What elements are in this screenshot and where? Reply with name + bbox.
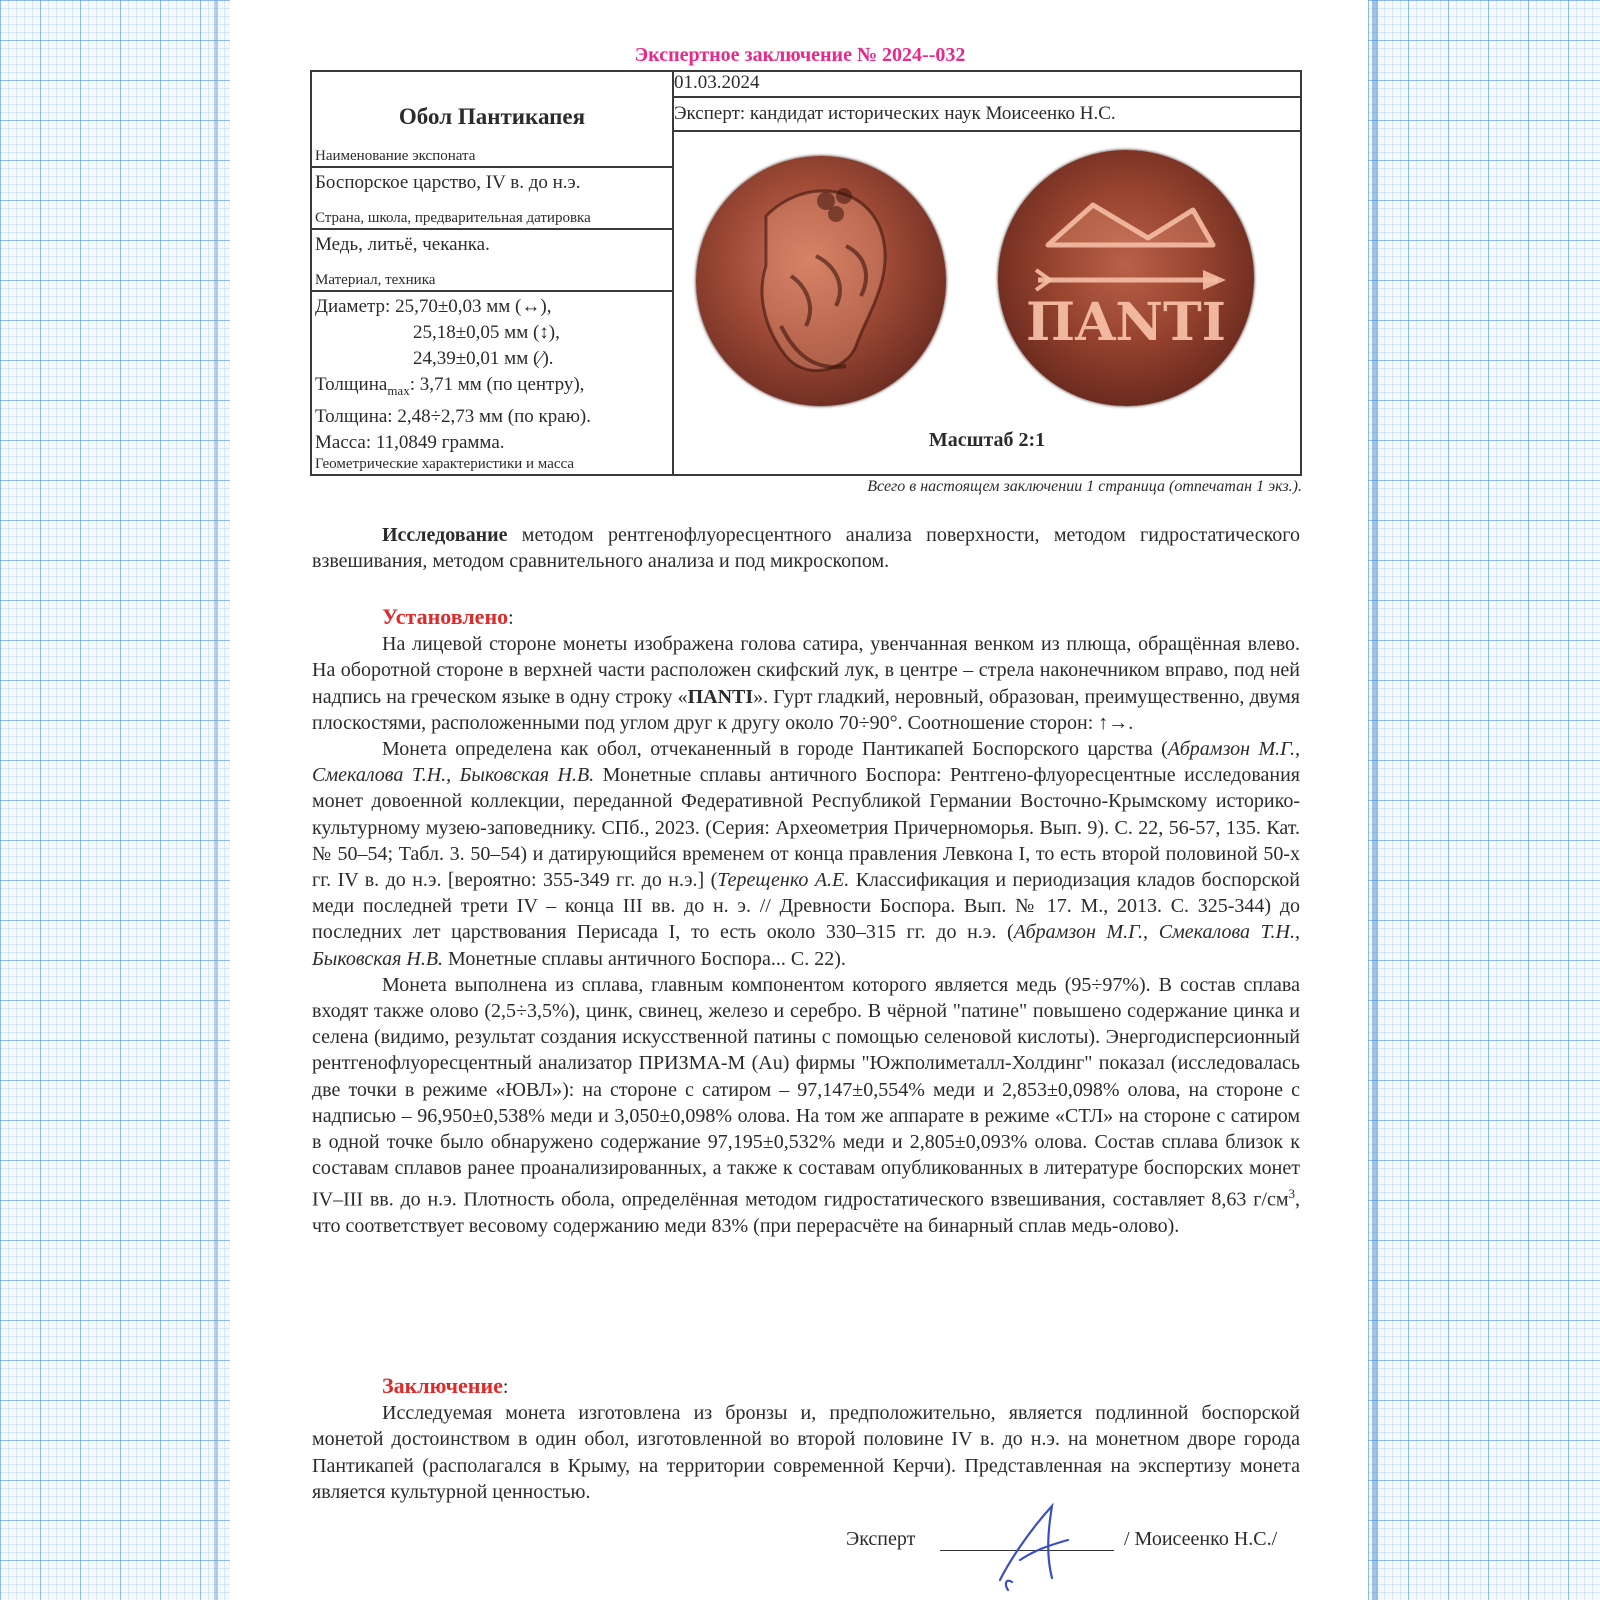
research-paragraph bbox=[312, 522, 1300, 574]
origin-caption: Страна, школа, предварительная датировка bbox=[315, 210, 591, 226]
geometry-caption: Геометрические характеристики и масса bbox=[315, 456, 575, 472]
document-date: 01.03.2024 bbox=[674, 72, 760, 93]
bow-arrow-icon bbox=[998, 150, 1254, 406]
sheet-edge-left bbox=[214, 0, 218, 1600]
research-lead: Исследование bbox=[382, 524, 508, 546]
conclusion-section bbox=[312, 1373, 1300, 1505]
expert-title: Эксперт: кандидат исторических наук Моисеенко Н.С. bbox=[674, 103, 1116, 124]
object-name-caption: Наименование экспоната bbox=[315, 148, 476, 164]
diameter-line-2: 25,18±0,05 мм (↕), bbox=[413, 322, 560, 343]
origin-cell bbox=[311, 167, 673, 229]
document-title: Экспертное заключение № 2024--032 bbox=[634, 44, 966, 66]
research-text: методом рентгенофлуоресцентного анализа поверхности, методом гидростатического взвешивания, методом сравнительного анализа и под микроскопом. bbox=[312, 524, 1300, 573]
geometry-cell bbox=[311, 291, 673, 475]
signature-name: / Моисеенко Н.С./ bbox=[1124, 1528, 1278, 1550]
established-p1: На лицевой стороне монеты изображена голова сатира, увенчанная венком из плюща, обращённая влево. На оборотной стороне в верхней части расположен скифский лук, в центре – стрела наконечником вправо, под ней надпись на греческом языке в одну строку «ΠΑΝΤΙ». Гурт гладкий, неровный, образован, преимущественно, двумя плоскостями, расположенными под углом друг к другу около 70÷90°. Соотношение сторон: ↑→. bbox=[312, 633, 1300, 734]
density-unit-sup: 3 bbox=[1288, 1186, 1295, 1202]
material-cell bbox=[311, 229, 673, 291]
handwritten-signature bbox=[990, 1500, 1080, 1596]
established-section bbox=[312, 604, 1300, 1240]
graph-paper-left bbox=[0, 0, 230, 1600]
coin-obverse-image bbox=[696, 156, 946, 406]
object-name: Обол Пантикапея bbox=[398, 104, 586, 129]
established-p2: Монета определена как обол, отчеканенный в городе Пантикапей Боспорского царства (Абрамзон М.Г., Смекалова Т.Н., Быковская Н.В. Монетные сплавы античного Боспора: Рентгено-флуоресцентные исследования монет довоенной коллекции, переданной Федеративной Республикой Германии Восточно-Крымскому историко-культурному музею-заповеднику. СПб., 2023. (Серия: Археометрия Причерноморья. Вып. 9). С. 22, 56-57, 135. Кат. № 50–54; Табл. 3. 50–54) и датирующийся временем от конца правления Левкона I, то есть второй половиной 50-х гг. IV в. до н.э. [вероятно: 355-349 гг. до н.э.] (Терещенко А.Е. Классификация и периодизация кладов боспорской меди последней трети IV – конца III вв. до н. э. // Древности Боспора. Вып. № 17. М., 2013. С. 325-344) до последних лет царствования Перисада I, то есть около 330–315 гг. до н.э. (Абрамзон М.Г., Смекалова Т.Н., Быковская Н.В. Монетные сплавы античного Боспора... С. 22). bbox=[312, 738, 1301, 970]
thickness-max-value: : 3,71 мм (по центру), bbox=[409, 374, 585, 395]
diameter-line-1: Диаметр: 25,70±0,03 мм (↔), bbox=[315, 296, 552, 317]
thickness-max-label: Толщина bbox=[315, 374, 388, 395]
sheet-edge-right bbox=[1372, 0, 1378, 1600]
conclusion-text: Исследуемая монета изготовлена из бронзы и, предположительно, является подлинной боспорской монетой достоинством в один обол, изготовленной во второй половине IV в. до н.э. на монетном дворе города Пантикапей (располагался в Крыму, на территории современной Керчи). Представленная на экспертизу монета является культурной ценностью. bbox=[312, 1402, 1300, 1503]
expert-cell bbox=[673, 97, 1301, 131]
thickness-max-sub: max bbox=[387, 382, 410, 398]
origin-value: Боспорское царство, IV в. до н.э. bbox=[315, 172, 581, 193]
scale-label: Масштаб 2:1 bbox=[928, 429, 1046, 451]
citation-authors-2: Терещенко А.Е. bbox=[717, 869, 850, 892]
established-colon: : bbox=[508, 607, 514, 629]
geometry-values bbox=[312, 292, 672, 458]
material-value: Медь, литьё, чеканка. bbox=[315, 234, 490, 255]
object-name-cell bbox=[311, 71, 673, 167]
satyr-head-icon bbox=[696, 156, 946, 406]
thickness-max-line bbox=[315, 372, 669, 404]
pages-note: Всего в настоящем заключении 1 страница (отпечатан 1 экз.). bbox=[867, 478, 1302, 495]
graph-paper-right bbox=[1368, 0, 1600, 1600]
conclusion-colon: : bbox=[502, 1376, 509, 1398]
photo-cell bbox=[673, 131, 1301, 475]
coin-reverse-image bbox=[998, 150, 1254, 406]
conclusion-heading: Заключение bbox=[382, 1373, 503, 1398]
info-table bbox=[310, 70, 1302, 476]
thickness-edge-line: Толщина: 2,48÷2,73 мм (по краю). bbox=[315, 405, 591, 427]
citation-authors-3: Абрамзон М.Г., Смекалова Т.Н., Быковская Н.В. bbox=[312, 921, 1300, 970]
signature-label: Эксперт bbox=[846, 1528, 916, 1550]
mass-line: Масса: 11,0849 грамма. bbox=[315, 431, 505, 453]
established-heading: Установлено bbox=[382, 604, 509, 629]
citation-authors-1: Абрамзон М.Г., Смекалова Т.Н., Быковская Н.В. bbox=[312, 738, 1300, 787]
date-cell bbox=[673, 71, 1301, 97]
coin-legend: ΠΑΝΤΙ bbox=[1025, 292, 1227, 353]
diameter-line-3: 24,39±0,01 мм (⁄). bbox=[413, 348, 554, 369]
legend-text: ΠΑΝΤΙ bbox=[687, 685, 754, 708]
established-p3: Монета выполнена из сплава, главным компонентом которого является медь (95÷97%). В состав сплава входят также олово (2,5÷3,5%), цинк, свинец, железо и серебро. В чёрной "патине" повышено содержание цинка и селена (видимо, результат создания искусственной патины с помощью селеновой кислоты). Энергодисперсионный рентгенофлуоресцентный анализатор ПРИЗМА-М (Au) фирмы "Южполиметалл-Холдинг" показал (исследовалась две точки в режиме «ЮВЛ»): на стороне с сатиром – 97,147±0,554% меди и 2,853±0,098% олова, на стороне с надписью – 96,950±0,538% меди и 3,050±0,098% олова. На том же аппарате в режиме «СТЛ» на стороне с сатиром в одной точке было обнаружено содержание 97,195±0,532% меди и 2,805±0,093% олова. Состав сплава близок к составам сплавов ранее проанализированных, а также к составам опубликованных в литературе боспорских монет IV–III вв. до н.э. Плотность обола, определённая методом гидростатического взвешивания, составляет 8,63 $г/см^3$, что соответствует весовому содержанию меди 83% (при перерасчёте на бинарный сплав медь-олово). bbox=[312, 973, 1300, 1238]
material-caption: Материал, техника bbox=[315, 272, 436, 288]
